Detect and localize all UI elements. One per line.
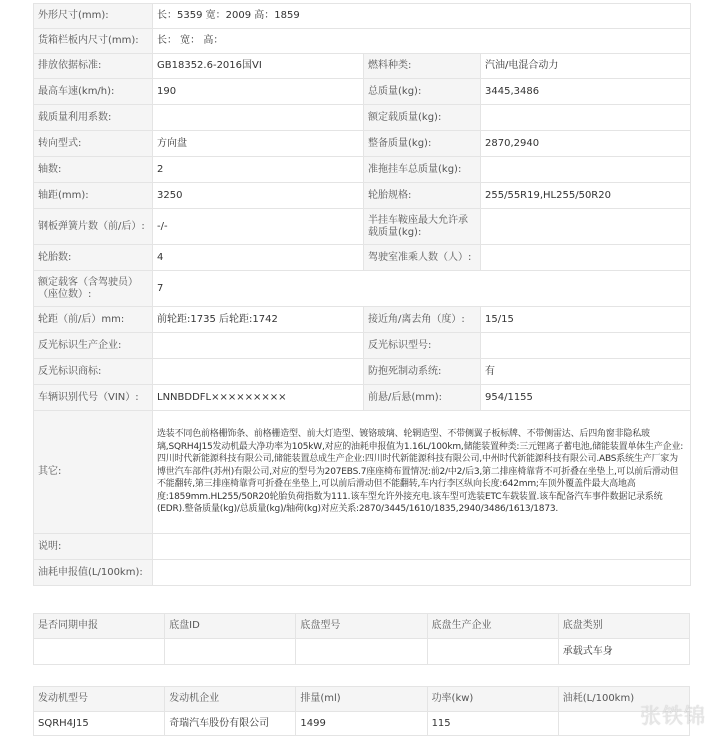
spec-row-seats: [34, 271, 691, 307]
fuel-consumption-value: [153, 560, 691, 586]
chassis-concurrent-value: [34, 639, 165, 665]
tire-spec-label: 轮胎规格:: [364, 183, 481, 209]
rated-load-value: [481, 105, 691, 131]
trailer-mass-label: 准拖挂车总质量(kg):: [364, 157, 481, 183]
cargo-box-label: 货箱栏板内尺寸(mm):: [34, 29, 153, 54]
steering-label: 转向型式:: [34, 131, 153, 157]
reflector-brand-label: 反光标识商标:: [34, 359, 153, 385]
spec-row-wheelbase: [34, 183, 691, 209]
engine-model-value: SQRH4J15: [34, 712, 165, 736]
track-width-label: 轮距（前/后）mm:: [34, 307, 153, 333]
gross-mass-label: 总质量(kg):: [364, 79, 481, 105]
max-speed-label: 最高车速(km/h):: [34, 79, 153, 105]
engine-header-row: [34, 687, 690, 712]
engine-header-consumption: 油耗(L/100km): [558, 687, 689, 712]
spec-row-tire-count: [34, 245, 691, 271]
spec-row-other: [34, 411, 691, 534]
other-notes-value: 选装不同色前格栅饰条、前格栅造型、前大灯造型、镀铬玻璃、轮辋造型、不带侧翼子板标牌、不带侧雷达、后四角窗非隐私玻璃,SQRH4J15发动机最大净功率为105kW,对应的油耗申报值为1.16L/100km,储能装置种类:三元锂离子蓄电池,储能装置单体生产企业:四川时代新能源科技有限公司,储能装置总成生产企业:四川时代新能源科技有限公司,中州时代新能源科技有限公司.ABS系统生产厂家为博世汽车部件(苏州)有限公司,对应的型号为207EBS.7座座椅布置情况:前2/中2/后3,第二排座椅靠背不可折叠在坐垫上,可以前后滑动但不能翻转,第三排座椅靠背可折叠在坐垫上,可以前后滑动但不能翻转,车内行李区纵向长度:642mm;车顶外覆盖件最大高地高度:1859mm.HL255/50R20轮胎负荷指数为111.该车型允许外接充电.该车型可选装ETC车载装置.该车配备汽车事件数据记录系统(EDR).整备质量(kg)/总质量(kg)/轴荷(kg)对应关系:2870/3445/1610/1835,2940/3486/1613/1873.: [153, 411, 691, 534]
reflector-maker-label: 反光标识生产企业:: [34, 333, 153, 359]
emission-standard-value: GB18352.6-2016国VI: [153, 54, 364, 79]
wheelbase-value: 3250: [153, 183, 364, 209]
rated-seats-label: 额定载客（含驾驶员）（座位数）:: [34, 271, 153, 307]
reflector-brand-value: [153, 359, 364, 385]
engine-header-model: 发动机型号: [34, 687, 165, 712]
curb-mass-value: 2870,2940: [481, 131, 691, 157]
chassis-header-category: 底盘类别: [558, 614, 689, 639]
trailer-mass-value: [481, 157, 691, 183]
chassis-data-row: [34, 639, 690, 665]
abs-value: 有: [481, 359, 691, 385]
engine-maker-value: 奇瑞汽车股份有限公司: [165, 712, 296, 736]
chassis-category-value: 承载式车身: [558, 639, 689, 665]
dimensions-label: 外形尺寸(mm):: [34, 4, 153, 29]
axle-count-value: 2: [153, 157, 364, 183]
reflector-model-value: [481, 333, 691, 359]
dimensions-value: 长：5359 宽：2009 高：1859: [153, 4, 691, 29]
overhang-label: 前悬/后悬(mm):: [364, 385, 481, 411]
engine-table: [33, 686, 690, 736]
reflector-maker-value: [153, 333, 364, 359]
load-factor-label: 载质量利用系数:: [34, 105, 153, 131]
overhang-value: 954/1155: [481, 385, 691, 411]
approach-angle-label: 接近角/离去角（度）:: [364, 307, 481, 333]
chassis-header-row: [34, 614, 690, 639]
spec-row-spring: [34, 209, 691, 245]
cargo-box-value: 长： 宽： 高：: [153, 29, 691, 54]
engine-data-row: [34, 712, 690, 736]
track-width-value: 前轮距:1735 后轮距:1742: [153, 307, 364, 333]
spec-row-emission: [34, 54, 691, 79]
max-speed-value: 190: [153, 79, 364, 105]
author-watermark: 张铁锦: [640, 704, 706, 728]
spec-row-steering: [34, 131, 691, 157]
spec-row-cargo: [34, 29, 691, 54]
tire-count-label: 轮胎数:: [34, 245, 153, 271]
chassis-header-id: 底盘ID: [165, 614, 296, 639]
engine-power-value: 115: [427, 712, 558, 736]
cab-occupancy-value: [481, 245, 691, 271]
chassis-header-maker: 底盘生产企业: [427, 614, 558, 639]
chassis-maker-value: [427, 639, 558, 665]
spec-row-load-factor: [34, 105, 691, 131]
leaf-spring-value: -/-: [153, 209, 364, 245]
chassis-table: [33, 613, 690, 665]
spec-row-vin: [34, 385, 691, 411]
saddle-load-value: [481, 209, 691, 245]
tire-count-value: 4: [153, 245, 364, 271]
wheelbase-label: 轴距(mm):: [34, 183, 153, 209]
leaf-spring-label: 钢板弹簧片数（前/后）:: [34, 209, 153, 245]
spec-row-fuel-consumption: [34, 560, 691, 586]
spec-row-note: [34, 534, 691, 560]
fuel-type-label: 燃料种类:: [364, 54, 481, 79]
chassis-id-value: [165, 639, 296, 665]
abs-label: 防抱死制动系统:: [364, 359, 481, 385]
load-factor-value: [153, 105, 364, 131]
rated-load-label: 额定载质量(kg):: [364, 105, 481, 131]
spec-row-speed: [34, 79, 691, 105]
engine-displacement-value: 1499: [296, 712, 427, 736]
tire-spec-value: 255/55R19,HL255/50R20: [481, 183, 691, 209]
chassis-header-model: 底盘型号: [296, 614, 427, 639]
vin-label: 车辆识别代号（VIN）:: [34, 385, 153, 411]
vin-value: LNNBDDFL×××××××××: [153, 385, 364, 411]
emission-standard-label: 排放依据标准:: [34, 54, 153, 79]
other-label: 其它:: [34, 411, 153, 534]
spec-row-dimensions: [34, 4, 691, 29]
steering-value: 方向盘: [153, 131, 364, 157]
axle-count-label: 轴数:: [34, 157, 153, 183]
curb-mass-label: 整备质量(kg):: [364, 131, 481, 157]
saddle-load-label: 半挂车鞍座最大允许承载质量(kg):: [364, 209, 481, 245]
spec-row-track: [34, 307, 691, 333]
spec-row-reflector-maker: [34, 333, 691, 359]
spec-row-axles: [34, 157, 691, 183]
cab-occupancy-label: 驾驶室准乘人数（人）:: [364, 245, 481, 271]
engine-header-displacement: 排量(ml): [296, 687, 427, 712]
engine-header-power: 功率(kw): [427, 687, 558, 712]
chassis-model-value: [296, 639, 427, 665]
spec-row-reflector-brand: [34, 359, 691, 385]
reflector-model-label: 反光标识型号:: [364, 333, 481, 359]
chassis-header-concurrent: 是否同期申报: [34, 614, 165, 639]
fuel-type-value: 汽油/电混合动力: [481, 54, 691, 79]
vehicle-spec-table: [33, 3, 691, 586]
fuel-consumption-label: 油耗申报值(L/100km):: [34, 560, 153, 586]
approach-angle-value: 15/15: [481, 307, 691, 333]
engine-header-maker: 发动机企业: [165, 687, 296, 712]
note-label: 说明:: [34, 534, 153, 560]
rated-seats-value: 7: [153, 271, 691, 307]
gross-mass-value: 3445,3486: [481, 79, 691, 105]
note-value: [153, 534, 691, 560]
